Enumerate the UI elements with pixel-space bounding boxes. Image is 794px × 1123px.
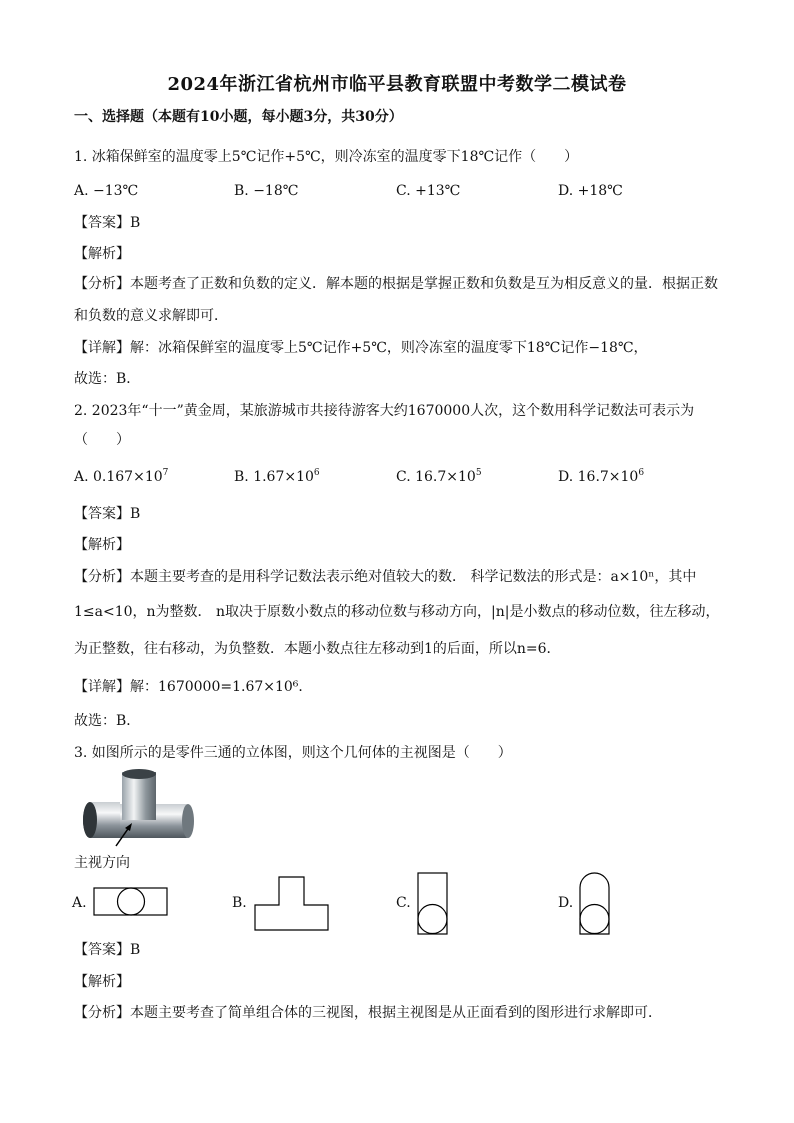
q3-option-c-figure bbox=[417, 872, 449, 936]
q1-analysis-line1: 【分析】本题考查了正数和负数的定义．解本题的根据是掌握正数和负数是互为相反意义的量．根据正数 bbox=[74, 276, 718, 292]
q2-analysis-line3: 为正整数，往右移动，为负整数．本题小数点往左移动到1的后面，所以n=6． bbox=[74, 641, 561, 657]
q1-answer: 【答案】B bbox=[74, 215, 141, 231]
view-direction-caption: 主视方向 bbox=[74, 855, 130, 871]
q1-option-b: B. −18℃ bbox=[234, 183, 299, 199]
q2-option-c-exp: 5 bbox=[475, 468, 482, 478]
q3-option-b-label: B. bbox=[232, 895, 247, 911]
q2-stem-line1: 2. 2023年“十一”黄金周，某旅游城市共接待游客大约1670000人次，这个数用科学记数法可表示为 bbox=[74, 403, 695, 419]
q2-option-c bbox=[396, 467, 482, 487]
page-title: 2024年浙江省杭州市临平县教育联盟中考数学二模试卷 bbox=[167, 74, 627, 95]
q1-option-d: D. +18℃ bbox=[558, 183, 623, 199]
q3-option-b-figure bbox=[254, 876, 330, 932]
right-pipe-end bbox=[182, 804, 194, 838]
q2-answer: 【答案】B bbox=[74, 506, 141, 522]
q3-answer: 【答案】B bbox=[74, 942, 141, 958]
vertical-pipe bbox=[122, 772, 156, 820]
q3-option-c-label: C. bbox=[396, 895, 411, 911]
q2-analysis-line1: 【分析】本题主要考查的是用科学记数法表示绝对值较大的数． 科学记数法的形式是：a×10ⁿ，其中 bbox=[74, 569, 697, 585]
q3-option-d-label: D. bbox=[558, 895, 574, 911]
q2-option-d bbox=[558, 467, 644, 487]
q1-analysis-line2: 和负数的意义求解即可． bbox=[74, 308, 228, 324]
q2-option-b bbox=[234, 467, 320, 487]
q2-option-d-label: D. 16.7×10 bbox=[558, 469, 639, 485]
q2-detail: 【详解】解：1670000=1.67×10⁶． bbox=[74, 679, 313, 695]
q3-analysis: 【分析】本题主要考查了简单组合体的三视图，根据主视图是从正面看到的图形进行求解即可． bbox=[74, 1005, 662, 1021]
top-pipe-opening bbox=[122, 769, 156, 779]
q1-detail: 【详解】解：冰箱保鲜室的温度零上5℃记作+5℃，则冷冻室的温度零下18℃记作−18℃， bbox=[74, 340, 648, 356]
q3-jiexi: 【解析】 bbox=[74, 974, 130, 990]
section-heading: 一、选择题（本题有10小题，每小题3分，共30分） bbox=[74, 109, 403, 125]
q2-option-c-label: C. 16.7×10 bbox=[396, 469, 476, 485]
q2-option-d-exp: 6 bbox=[638, 468, 645, 478]
q2-conclusion: 故选：B． bbox=[74, 713, 141, 729]
q2-stem-line2: （ ） bbox=[74, 432, 130, 448]
q2-option-a bbox=[74, 467, 168, 487]
q1-option-a: A. −13℃ bbox=[74, 183, 139, 199]
tee-pipe-illustration bbox=[76, 768, 196, 848]
q1-option-c: C. +13℃ bbox=[396, 183, 461, 199]
q2-jiexi: 【解析】 bbox=[74, 537, 130, 553]
q1-jiexi: 【解析】 bbox=[74, 246, 130, 262]
q2-option-a-exp: 7 bbox=[162, 468, 169, 478]
q2-option-a-label: A. 0.167×10 bbox=[74, 469, 163, 485]
q1-conclusion: 故选：B． bbox=[74, 371, 141, 387]
q3-option-a-figure bbox=[93, 887, 169, 917]
q3-option-a-label: A. bbox=[72, 895, 87, 911]
q2-option-b-label: B. 1.67×10 bbox=[234, 469, 314, 485]
left-pipe-end bbox=[83, 802, 97, 838]
q1-stem: 1. 冰箱保鲜室的温度零上5℃记作+5℃，则冷冻室的温度零下18℃记作（ ） bbox=[74, 149, 579, 165]
q3-option-d-figure bbox=[579, 872, 611, 936]
q3-stem: 3. 如图所示的是零件三通的立体图，则这个几何体的主视图是（ ） bbox=[74, 745, 512, 761]
q2-option-b-exp: 6 bbox=[313, 468, 320, 478]
q2-analysis-line2: 1≤a<10，n为整数． n取决于原数小数点的移动位数与移动方向，|n|是小数点的移动位数，往左移动， bbox=[74, 604, 720, 620]
